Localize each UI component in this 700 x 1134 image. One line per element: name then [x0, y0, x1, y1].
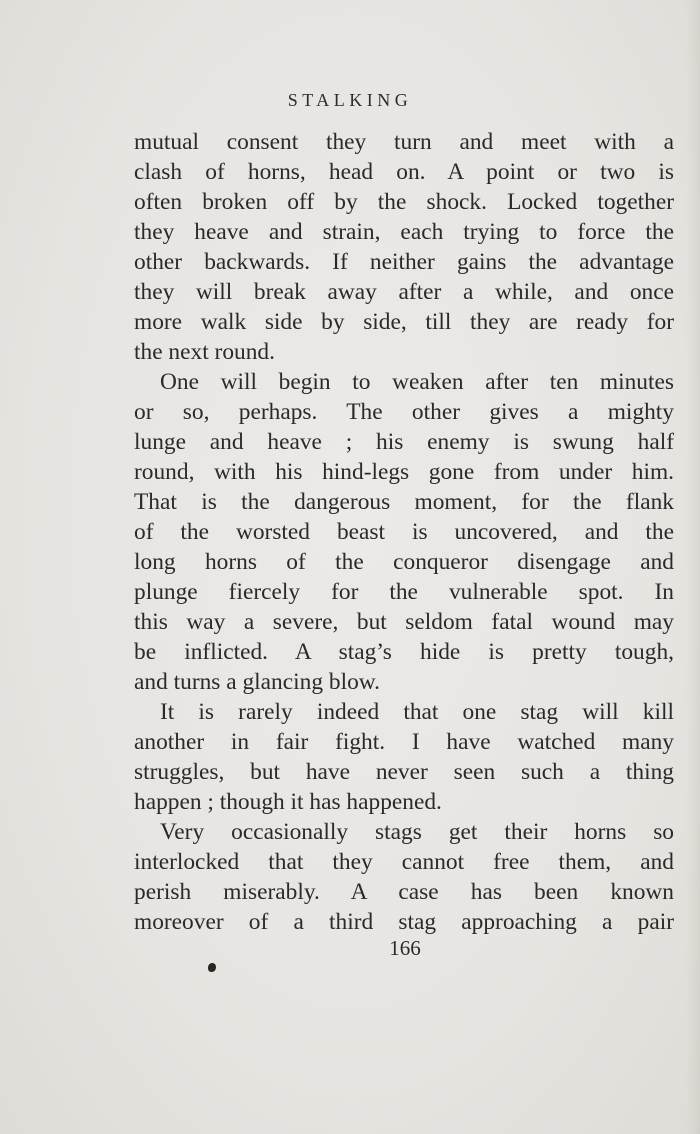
ink-spot [208, 963, 216, 972]
text-line: That is the dangerous moment, for the flank [134, 489, 674, 515]
text-line: It is rarely indeed that one stag will kill [160, 699, 674, 725]
text-line: the next round. [134, 339, 275, 365]
text-line: another in fair fight. I have watched many [134, 729, 674, 755]
page-number: 166 [389, 936, 421, 960]
text-line: happen ; though it has happened. [134, 789, 442, 815]
page-edge-shadow [686, 0, 700, 1134]
text-line: be inflicted. A stag’s hide is pretty tough, [134, 639, 674, 665]
text-line: mutual consent they turn and meet with a [134, 129, 674, 155]
text-line: they heave and strain, each trying to force the [134, 219, 674, 245]
text-line: Very occasionally stags get their horns so [160, 819, 674, 845]
text-line: moreover of a third stag approaching a pair [134, 909, 674, 935]
text-line: perish miserably. A case has been known [134, 879, 674, 905]
text-line: or so, perhaps. The other gives a mighty [134, 399, 674, 425]
text-line: clash of horns, head on. A point or two is [134, 159, 674, 185]
body-text [134, 127, 674, 937]
text-line: they will break away after a while, and once [134, 279, 674, 305]
text-line: round, with his hind-legs gone from under him. [134, 459, 674, 485]
text-line: more walk side by side, till they are ready for [134, 309, 674, 335]
text-line: interlocked that they cannot free them, and [134, 849, 674, 875]
text-line: often broken off by the shock. Locked together [134, 189, 674, 215]
text-line: other backwards. If neither gains the advantage [134, 249, 674, 275]
text-line: One will begin to weaken after ten minutes [160, 369, 674, 395]
text-line: of the worsted beast is uncovered, and the [134, 519, 674, 545]
text-line: and turns a glancing blow. [134, 669, 380, 695]
text-line: long horns of the conqueror disengage and [134, 549, 674, 575]
text-line: this way a severe, but seldom fatal wound may [134, 609, 674, 635]
running-head: STALKING [287, 90, 413, 110]
text-line: plunge fiercely for the vulnerable spot. In [134, 579, 674, 605]
text-line: lunge and heave ; his enemy is swung half [134, 429, 674, 455]
text-line: struggles, but have never seen such a thing [134, 759, 674, 785]
